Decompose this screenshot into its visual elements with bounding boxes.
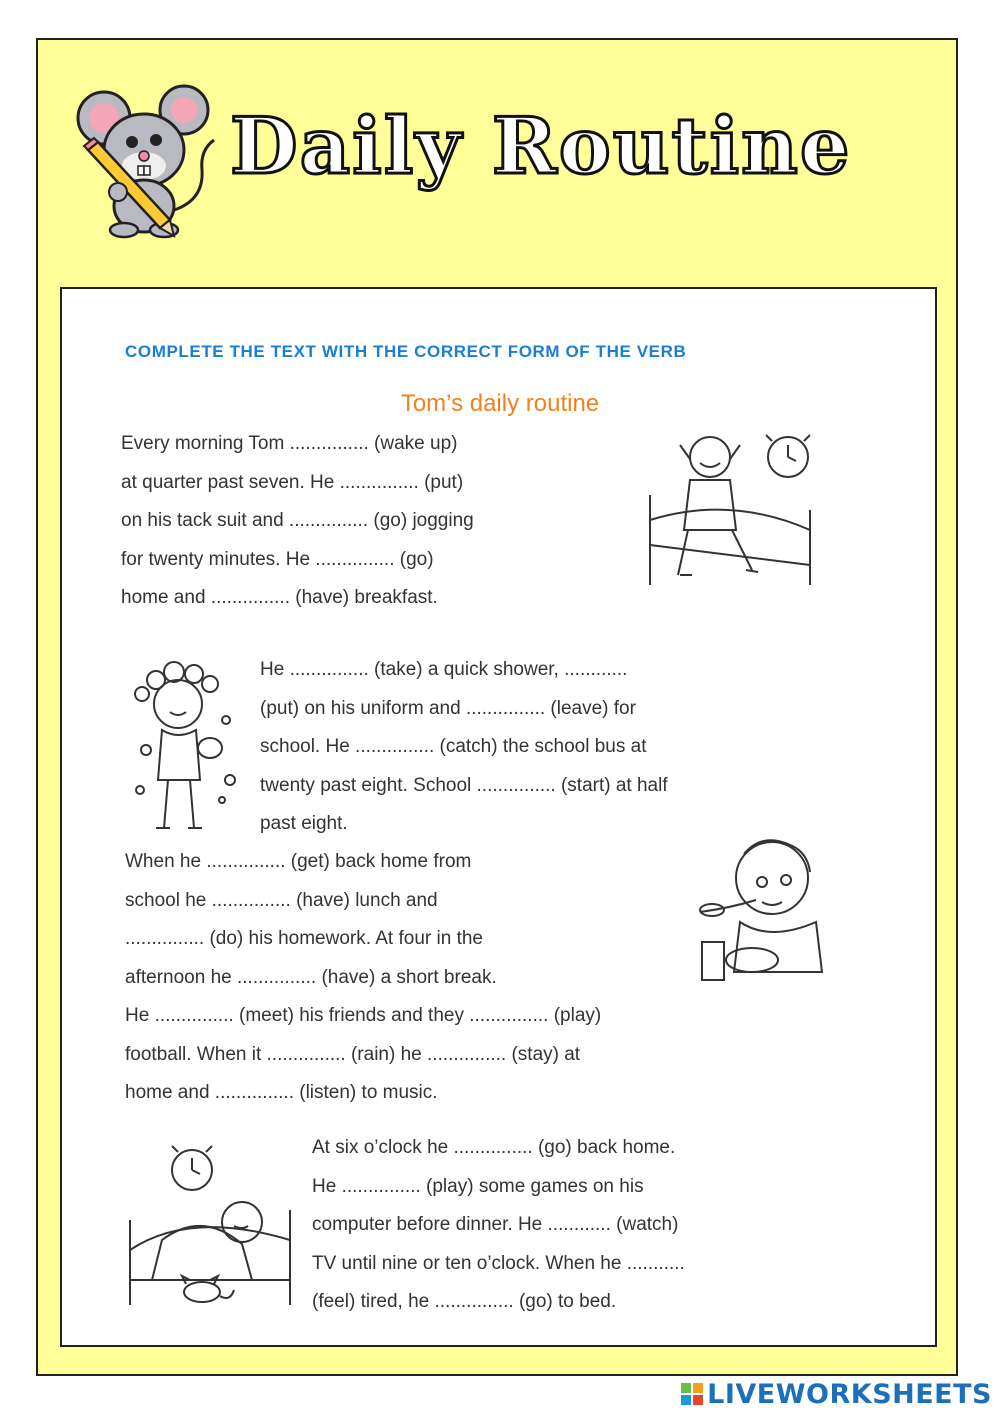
text-line: He ............... (take) a quick shower, ............ bbox=[260, 659, 628, 680]
text-line: (put) on his uniform and ............... (leave) for bbox=[260, 697, 636, 719]
text-line: school he ............... (have) lunch and bbox=[125, 889, 438, 911]
text-line: for twenty minutes. He ............... (go) bbox=[121, 548, 434, 570]
text-line: ............... (do) his homework. At four in the bbox=[125, 928, 483, 949]
paragraph-1 bbox=[121, 425, 474, 618]
text-line: afternoon he ............... (have) a short break. bbox=[125, 966, 497, 988]
story-subtitle: Tom’s daily routine bbox=[400, 390, 600, 417]
text-line: TV until nine or ten o’clock. When he ........... bbox=[312, 1252, 685, 1274]
liveworksheets-logo bbox=[681, 1376, 992, 1412]
text-line: football. When it ............... (rain) he ............... (stay) at bbox=[125, 1043, 581, 1065]
boy-showering-illustration bbox=[126, 660, 241, 835]
boy-waking-up-illustration bbox=[640, 425, 840, 590]
instruction-text: COMPLETE THE TEXT WITH THE CORRECT FORM OF THE VERB bbox=[125, 342, 687, 361]
text-line: He ............... (meet) his friends and they ............... (play) bbox=[125, 1005, 602, 1026]
text-line: on his tack suit and ............... (go) jogging bbox=[121, 510, 474, 531]
text-line: home and ............... (have) breakfast. bbox=[121, 587, 438, 608]
page-title: Daily Routine bbox=[230, 101, 852, 192]
paragraph-3 bbox=[125, 843, 601, 1113]
text-line: past eight. bbox=[260, 813, 348, 834]
text-line: at quarter past seven. He ............... (put) bbox=[121, 471, 464, 493]
text-line: (feel) tired, he ............... (go) to bed. bbox=[312, 1291, 617, 1312]
mouse-mascot-icon bbox=[74, 80, 224, 240]
text-line: home and ............... (listen) to music. bbox=[125, 1082, 438, 1103]
boy-eating-illustration bbox=[690, 830, 830, 990]
text-line: school. He ............... (catch) the school bus at bbox=[260, 736, 647, 757]
text-line: When he ............... (get) back home from bbox=[125, 851, 472, 872]
text-line: He ............... (play) some games on his bbox=[312, 1175, 644, 1197]
text-line: twenty past eight. School ............... (start) at half bbox=[260, 774, 668, 796]
paragraph-4 bbox=[312, 1129, 685, 1322]
text-line: Every morning Tom ............... (wake up) bbox=[121, 433, 458, 454]
brand-text: LIVEWORKSHEETS bbox=[707, 1378, 992, 1410]
liveworksheets-grid-icon bbox=[681, 1383, 703, 1405]
boy-sleeping-illustration bbox=[122, 1140, 297, 1315]
paragraph-2 bbox=[260, 651, 668, 844]
text-line: computer before dinner. He ............ (watch) bbox=[312, 1214, 679, 1235]
text-line: At six o’clock he ............... (go) back home. bbox=[312, 1137, 676, 1158]
